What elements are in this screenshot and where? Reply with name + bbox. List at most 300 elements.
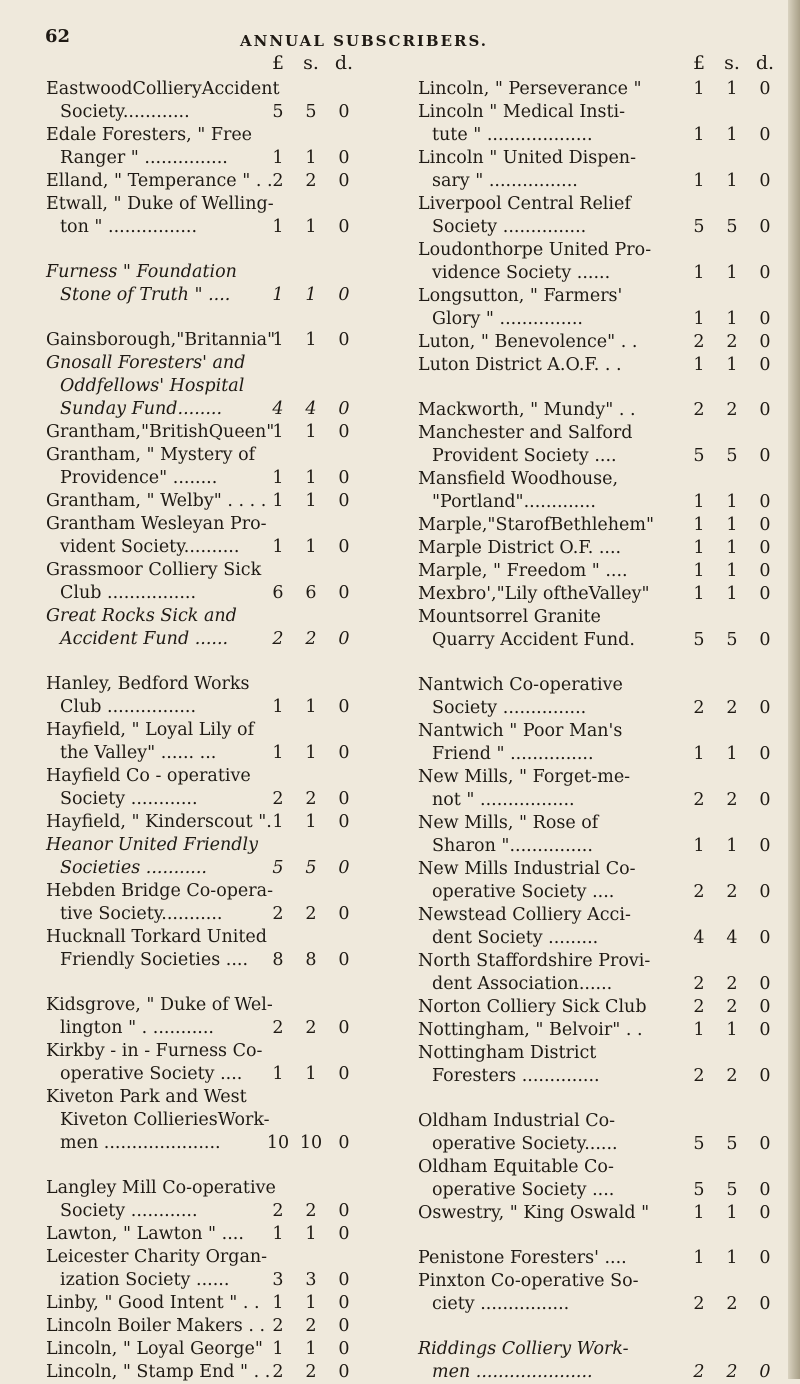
shillings-amount: 1 xyxy=(305,491,317,511)
entry-name-line: lington " . ........... xyxy=(60,1018,214,1038)
shillings-amount: 1 xyxy=(305,537,317,557)
entry-name-line: tive Society........... xyxy=(60,904,223,924)
shillings-amount: 1 xyxy=(305,743,317,763)
pounds-amount: 4 xyxy=(272,399,284,419)
subscriber-entry xyxy=(418,422,778,468)
subscriber-entry xyxy=(46,490,358,513)
entry-name-line: Grassmoor Colliery Sick xyxy=(46,560,262,580)
pence-amount: 0 xyxy=(338,858,350,878)
entry-name-line: Grantham, " Welby" . . . . xyxy=(46,491,267,511)
shillings-amount: 2 xyxy=(726,332,738,352)
pence-amount: 0 xyxy=(759,79,771,99)
entry-name-line: Oldham Equitable Co- xyxy=(418,1157,614,1177)
shillings-header: s. xyxy=(724,52,740,74)
entry-name-line: Hayfield, " Loyal Lily of xyxy=(46,720,255,740)
subscriber-entry xyxy=(418,1247,778,1270)
shillings-amount: 1 xyxy=(726,561,738,581)
shillings-amount: 1 xyxy=(305,697,317,717)
shillings-amount: 1 xyxy=(726,538,738,558)
entry-name-line: vidence Society ...... xyxy=(432,263,611,283)
pounds-amount: 5 xyxy=(693,217,705,237)
pence-amount: 0 xyxy=(338,217,350,237)
pence-amount: 0 xyxy=(338,285,350,305)
entry-name-line: Friendly Societies .... xyxy=(60,950,249,970)
pounds-amount: 1 xyxy=(693,515,705,535)
entry-name-line: Providence" ........ xyxy=(60,468,218,488)
pence-amount: 0 xyxy=(759,630,771,650)
pounds-amount: 2 xyxy=(693,997,705,1017)
subscriber-entry xyxy=(46,673,358,719)
entry-name-line: Penistone Foresters' .... xyxy=(418,1248,627,1268)
entry-name-line: operative Society .... xyxy=(432,882,615,902)
entry-name-line: Liverpool Central Relief xyxy=(418,194,631,214)
shillings-amount: 1 xyxy=(726,836,738,856)
subscriber-entry xyxy=(46,834,358,880)
shillings-amount: 1 xyxy=(305,1339,317,1359)
pence-amount: 0 xyxy=(759,492,771,512)
shillings-header: s. xyxy=(303,52,319,74)
pence-amount: 0 xyxy=(759,355,771,375)
pence-amount: 0 xyxy=(338,1201,350,1221)
entry-name-line: Leicester Charity Organ- xyxy=(46,1247,268,1267)
pence-amount: 0 xyxy=(338,1018,350,1038)
pence-amount: 0 xyxy=(338,491,350,511)
entry-name-line: Luton District A.O.F. . . xyxy=(418,355,622,375)
pence-amount: 0 xyxy=(338,537,350,557)
subscriber-entry xyxy=(46,124,358,170)
subscriber-entry xyxy=(46,1315,358,1338)
pence-amount: 0 xyxy=(759,217,771,237)
subscriber-entry xyxy=(46,193,358,239)
entry-name-line: vident Society.......... xyxy=(60,537,240,557)
entry-name-line: Etwall, " Duke of Welling- xyxy=(46,194,274,214)
pence-amount: 0 xyxy=(759,171,771,191)
shillings-amount: 1 xyxy=(726,355,738,375)
entry-name-line: Lincoln, " Loyal George" xyxy=(46,1339,263,1359)
shillings-amount: 5 xyxy=(726,217,738,237)
shillings-amount: 3 xyxy=(305,1270,317,1290)
subscriber-entry xyxy=(418,1110,778,1156)
shillings-amount: 2 xyxy=(305,1316,317,1336)
pence-amount: 0 xyxy=(759,1362,771,1382)
subscriber-entry xyxy=(418,1338,778,1384)
entry-name-line: Grantham, " Mystery of xyxy=(46,445,256,465)
entry-name-line: Gnosall Foresters' and xyxy=(46,353,246,373)
subscriber-entry xyxy=(418,858,778,904)
entry-name-line: Society ............... xyxy=(432,217,587,237)
pounds-amount: 1 xyxy=(693,309,705,329)
pounds-amount: 1 xyxy=(272,285,284,305)
entry-name-line: Hucknall Torkard United xyxy=(46,927,267,947)
page-edge-shadow xyxy=(788,0,800,1379)
entry-name-line: Stone of Truth " .... xyxy=(60,285,231,305)
pence-amount: 0 xyxy=(759,790,771,810)
pence-amount: 0 xyxy=(759,1294,771,1314)
pounds-amount: 5 xyxy=(693,1180,705,1200)
shillings-amount: 1 xyxy=(305,285,317,305)
section-gap xyxy=(46,972,358,994)
entry-name-line: Provident Society .... xyxy=(432,446,617,466)
subscriber-entry xyxy=(418,514,778,537)
entry-name-line: Nantwich Co-operative xyxy=(418,675,623,695)
subscriber-entry xyxy=(418,950,778,996)
entry-name-line: operative Society .... xyxy=(60,1064,243,1084)
shillings-amount: 2 xyxy=(305,1018,317,1038)
pounds-amount: 1 xyxy=(693,492,705,512)
running-head: ANNUAL SUBSCRIBERS. xyxy=(240,32,489,50)
entry-name-line: Oddfellows' Hospital xyxy=(60,376,245,396)
section-gap xyxy=(46,307,358,329)
pence-header: d. xyxy=(755,52,775,74)
entry-name-line: dent Association...... xyxy=(432,974,613,994)
subscriber-entry xyxy=(46,170,358,193)
pounds-amount: 5 xyxy=(693,446,705,466)
entry-name-line: operative Society...... xyxy=(432,1134,618,1154)
shillings-amount: 5 xyxy=(726,630,738,650)
pence-amount: 0 xyxy=(338,1339,350,1359)
subscriber-entry xyxy=(418,147,778,193)
subscriber-entry xyxy=(46,1246,358,1292)
pence-amount: 0 xyxy=(759,974,771,994)
subscriber-entry xyxy=(46,605,358,651)
entry-name-line: Accident Fund ...... xyxy=(60,629,229,649)
entry-name-line: Lincoln, " Perseverance " xyxy=(418,79,642,99)
entry-name-line: Glory " ............... xyxy=(432,309,583,329)
subscriber-entry xyxy=(418,1270,778,1316)
subscriber-entry xyxy=(418,101,778,147)
entry-name-line: "Portland"............. xyxy=(432,492,596,512)
entry-name-line: Sharon "............... xyxy=(432,836,593,856)
section-gap xyxy=(46,651,358,673)
subscriber-entry xyxy=(418,331,778,354)
entry-name-line: Society ............... xyxy=(432,698,587,718)
subscriber-entry xyxy=(418,537,778,560)
pounds-amount: 1 xyxy=(693,1248,705,1268)
pounds-amount: 1 xyxy=(272,697,284,717)
entry-name-line: Hanley, Bedford Works xyxy=(46,674,250,694)
pence-amount: 0 xyxy=(759,882,771,902)
shillings-amount: 4 xyxy=(726,928,738,948)
shillings-amount: 2 xyxy=(726,790,738,810)
pounds-amount: 2 xyxy=(272,904,284,924)
pence-amount: 0 xyxy=(338,468,350,488)
entry-name-line: Sunday Fund........ xyxy=(60,399,223,419)
subscriber-entry xyxy=(418,1019,778,1042)
entry-name-line: Grantham,"BritishQueen" xyxy=(46,422,275,442)
entry-name-line: Foresters .............. xyxy=(432,1066,600,1086)
entry-name-line: New Mills Industrial Co- xyxy=(418,859,636,879)
pounds-amount: 1 xyxy=(693,561,705,581)
pence-amount: 0 xyxy=(759,836,771,856)
entry-name-line: Edale Foresters, " Free xyxy=(46,125,253,145)
section-gap xyxy=(46,239,358,261)
shillings-amount: 1 xyxy=(305,330,317,350)
pence-amount: 0 xyxy=(338,1064,350,1084)
subscriber-entry xyxy=(418,399,778,422)
shillings-amount: 2 xyxy=(305,789,317,809)
subscriber-entry xyxy=(46,329,358,352)
subscriber-entry xyxy=(418,904,778,950)
entry-name-line: Marple, " Freedom " .... xyxy=(418,561,628,581)
shillings-amount: 1 xyxy=(305,812,317,832)
entry-name-line: Hayfield, " Kinderscout ". xyxy=(46,812,272,832)
entry-name-line: men ..................... xyxy=(432,1362,593,1382)
entry-name-line: EastwoodCollieryAccident xyxy=(46,79,280,99)
entry-name-line: Mountsorrel Granite xyxy=(418,607,601,627)
shillings-amount: 1 xyxy=(305,148,317,168)
shillings-amount: 2 xyxy=(305,904,317,924)
subscriber-entry xyxy=(46,421,358,444)
pence-amount: 0 xyxy=(338,330,350,350)
pounds-amount: 1 xyxy=(693,79,705,99)
shillings-amount: 1 xyxy=(305,422,317,442)
shillings-amount: 5 xyxy=(305,858,317,878)
entry-name-line: Mansfield Woodhouse, xyxy=(418,469,619,489)
shillings-amount: 2 xyxy=(726,882,738,902)
shillings-amount: 6 xyxy=(305,583,317,603)
entry-name-line: Longsutton, " Farmers' xyxy=(418,286,623,306)
entry-name-line: Gainsborough,"Britannia" xyxy=(46,330,276,350)
pence-amount: 0 xyxy=(338,422,350,442)
shillings-amount: 2 xyxy=(305,629,317,649)
shillings-amount: 2 xyxy=(726,400,738,420)
pence-amount: 0 xyxy=(759,446,771,466)
entry-name-line: Lincoln " United Dispen- xyxy=(418,148,636,168)
subscriber-entry xyxy=(46,1361,358,1384)
subscriber-entry xyxy=(418,285,778,331)
entry-name-line: New Mills, " Forget-me- xyxy=(418,767,631,787)
pounds-amount: 1 xyxy=(272,1293,284,1313)
pounds-amount: 1 xyxy=(272,148,284,168)
entry-name-line: Hayfield Co - operative xyxy=(46,766,251,786)
shillings-amount: 1 xyxy=(726,584,738,604)
pounds-amount: 1 xyxy=(272,1339,284,1359)
pence-amount: 0 xyxy=(338,399,350,419)
entry-name-line: sary " ................ xyxy=(432,171,578,191)
subscriber-entry xyxy=(46,559,358,605)
subscriber-entry xyxy=(46,261,358,307)
pence-amount: 0 xyxy=(338,629,350,649)
pounds-amount: 10 xyxy=(266,1133,290,1153)
subscriber-entry xyxy=(418,1156,778,1202)
shillings-amount: 1 xyxy=(305,217,317,237)
pence-amount: 0 xyxy=(759,561,771,581)
subscriber-entry xyxy=(46,1177,358,1223)
right-column xyxy=(418,52,778,1384)
pence-header: d. xyxy=(334,52,354,74)
pounds-amount: 1 xyxy=(693,1203,705,1223)
section-gap xyxy=(418,652,778,674)
entry-name-line: ization Society ...... xyxy=(60,1270,230,1290)
entry-name-line: Lincoln " Medical Insti- xyxy=(418,102,626,122)
pounds-amount: 2 xyxy=(693,1362,705,1382)
pounds-amount: 1 xyxy=(272,491,284,511)
subscriber-entry xyxy=(46,1292,358,1315)
entry-name-line: Ranger " ............... xyxy=(60,148,228,168)
section-gap xyxy=(418,1316,778,1338)
shillings-amount: 8 xyxy=(305,950,317,970)
entry-name-line: dent Society ......... xyxy=(432,928,599,948)
entry-name-line: Lawton, " Lawton " .... xyxy=(46,1224,244,1244)
shillings-amount: 2 xyxy=(726,974,738,994)
entry-name-line: Lincoln, " Stamp End " . . xyxy=(46,1362,271,1382)
shillings-amount: 1 xyxy=(305,1293,317,1313)
pence-amount: 0 xyxy=(338,1362,350,1382)
subscriber-entry xyxy=(46,352,358,421)
subscriber-entry xyxy=(418,1042,778,1088)
pounds-amount: 1 xyxy=(272,743,284,763)
entry-name-line: Riddings Colliery Work- xyxy=(418,1339,629,1359)
pence-amount: 0 xyxy=(338,1316,350,1336)
pence-amount: 0 xyxy=(338,697,350,717)
pounds-amount: 1 xyxy=(693,836,705,856)
entry-name-line: Kidsgrove, " Duke of Wel- xyxy=(46,995,273,1015)
pounds-amount: 2 xyxy=(693,790,705,810)
subscriber-entry xyxy=(46,926,358,972)
entry-name-line: Kirkby - in - Furness Co- xyxy=(46,1041,263,1061)
entry-name-line: ton " ................ xyxy=(60,217,198,237)
entry-name-line: Elland, " Temperance " . . xyxy=(46,171,273,191)
subscriber-entry xyxy=(46,1223,358,1246)
currency-header xyxy=(46,52,358,78)
entry-name-line: Club ................ xyxy=(60,583,197,603)
entry-name-line: Quarry Accident Fund. xyxy=(432,630,635,650)
subscriber-entry xyxy=(418,583,778,606)
shillings-amount: 1 xyxy=(726,515,738,535)
entry-name-line: Mexbro',"Lily oftheValley" xyxy=(418,584,650,604)
pence-amount: 0 xyxy=(338,1293,350,1313)
pounds-amount: 8 xyxy=(272,950,284,970)
entry-name-line: New Mills, " Rose of xyxy=(418,813,599,833)
pounds-amount: 1 xyxy=(693,584,705,604)
subscriber-entry xyxy=(46,78,358,124)
entry-name-line: not " ................. xyxy=(432,790,575,810)
shillings-amount: 2 xyxy=(726,1362,738,1382)
pounds-amount: 1 xyxy=(272,468,284,488)
pounds-amount: 1 xyxy=(272,217,284,237)
pounds-amount: 2 xyxy=(693,1066,705,1086)
pence-amount: 0 xyxy=(338,102,350,122)
subscriber-entry xyxy=(418,996,778,1019)
shillings-amount: 10 xyxy=(299,1133,323,1153)
entry-name-line: Society ............ xyxy=(60,1201,198,1221)
entry-name-line: Lincoln Boiler Makers . . xyxy=(46,1316,266,1336)
pence-amount: 0 xyxy=(759,263,771,283)
pence-amount: 0 xyxy=(338,904,350,924)
pounds-amount: 2 xyxy=(693,400,705,420)
shillings-amount: 5 xyxy=(726,446,738,466)
entry-name-line: Nottingham, " Belvoir" . . xyxy=(418,1020,643,1040)
pence-amount: 0 xyxy=(759,125,771,145)
pence-amount: 0 xyxy=(759,1066,771,1086)
pounds-amount: 2 xyxy=(272,1201,284,1221)
shillings-amount: 2 xyxy=(305,1201,317,1221)
pence-amount: 0 xyxy=(338,812,350,832)
pounds-amount: 2 xyxy=(693,698,705,718)
subscriber-entry xyxy=(418,606,778,652)
shillings-amount: 5 xyxy=(726,1134,738,1154)
entry-name-line: ciety ................ xyxy=(432,1294,570,1314)
section-gap xyxy=(418,1088,778,1110)
subscriber-entry xyxy=(418,812,778,858)
pounds-amount: 1 xyxy=(272,1224,284,1244)
pence-amount: 0 xyxy=(338,171,350,191)
entry-name-line: Loudonthorpe United Pro- xyxy=(418,240,652,260)
shillings-amount: 1 xyxy=(305,1224,317,1244)
pounds-amount: 2 xyxy=(272,1018,284,1038)
entry-name-line: Kiveton Park and West xyxy=(46,1087,247,1107)
entry-name-line: Langley Mill Co-operative xyxy=(46,1178,276,1198)
entry-name-line: North Staffordshire Provi- xyxy=(418,951,651,971)
subscriber-entry xyxy=(46,880,358,926)
pounds-amount: 1 xyxy=(272,330,284,350)
pounds-amount: 2 xyxy=(693,882,705,902)
pence-amount: 0 xyxy=(759,309,771,329)
shillings-amount: 2 xyxy=(726,1294,738,1314)
pounds-amount: 3 xyxy=(272,1270,284,1290)
entry-name-line: operative Society .... xyxy=(432,1180,615,1200)
entry-name-line: Manchester and Salford xyxy=(418,423,633,443)
pounds-amount: 4 xyxy=(693,928,705,948)
pounds-amount: 6 xyxy=(272,583,284,603)
subscriber-entry xyxy=(46,765,358,811)
shillings-amount: 1 xyxy=(305,468,317,488)
entry-name-line: Marple,"StarofBethlehem" xyxy=(418,515,655,535)
pounds-amount: 1 xyxy=(693,1020,705,1040)
pounds-amount: 1 xyxy=(272,812,284,832)
pounds-amount: 2 xyxy=(693,974,705,994)
entry-name-line: Heanor United Friendly xyxy=(46,835,258,855)
pence-amount: 0 xyxy=(338,950,350,970)
entry-name-line: Luton, " Benevolence" . . xyxy=(418,332,638,352)
shillings-amount: 1 xyxy=(726,1203,738,1223)
shillings-amount: 1 xyxy=(305,1064,317,1084)
left-column xyxy=(46,52,358,1384)
pence-amount: 0 xyxy=(759,1203,771,1223)
section-gap xyxy=(418,377,778,399)
entry-name-line: Oldham Industrial Co- xyxy=(418,1111,616,1131)
pounds-amount: 1 xyxy=(693,744,705,764)
pounds-amount: 1 xyxy=(272,537,284,557)
pence-amount: 0 xyxy=(759,1134,771,1154)
entry-name-line: Society ............ xyxy=(60,789,198,809)
subscriber-entry xyxy=(418,354,778,377)
pence-amount: 0 xyxy=(338,1133,350,1153)
entry-name-line: Grantham Wesleyan Pro- xyxy=(46,514,267,534)
pence-amount: 0 xyxy=(759,1248,771,1268)
entry-name-line: Norton Colliery Sick Club xyxy=(418,997,647,1017)
page-number: 62 xyxy=(45,26,71,47)
section-gap xyxy=(418,1225,778,1247)
subscriber-entry xyxy=(418,766,778,812)
entry-name-line: Nottingham District xyxy=(418,1043,597,1063)
pounds-amount: 2 xyxy=(272,629,284,649)
subscriber-entry xyxy=(46,513,358,559)
subscriber-entry xyxy=(46,1338,358,1361)
shillings-amount: 2 xyxy=(305,171,317,191)
entry-name-line: Newstead Colliery Acci- xyxy=(418,905,631,925)
pounds-amount: 5 xyxy=(272,102,284,122)
subscriber-entry xyxy=(418,1202,778,1225)
pounds-amount: 2 xyxy=(272,1362,284,1382)
pence-amount: 0 xyxy=(759,515,771,535)
pounds-amount: 2 xyxy=(693,332,705,352)
currency-header xyxy=(418,52,778,78)
pence-amount: 0 xyxy=(759,1020,771,1040)
pounds-header: £ xyxy=(271,52,285,74)
entry-name-line: Oswestry, " King Oswald " xyxy=(418,1203,650,1223)
pence-amount: 0 xyxy=(759,1180,771,1200)
